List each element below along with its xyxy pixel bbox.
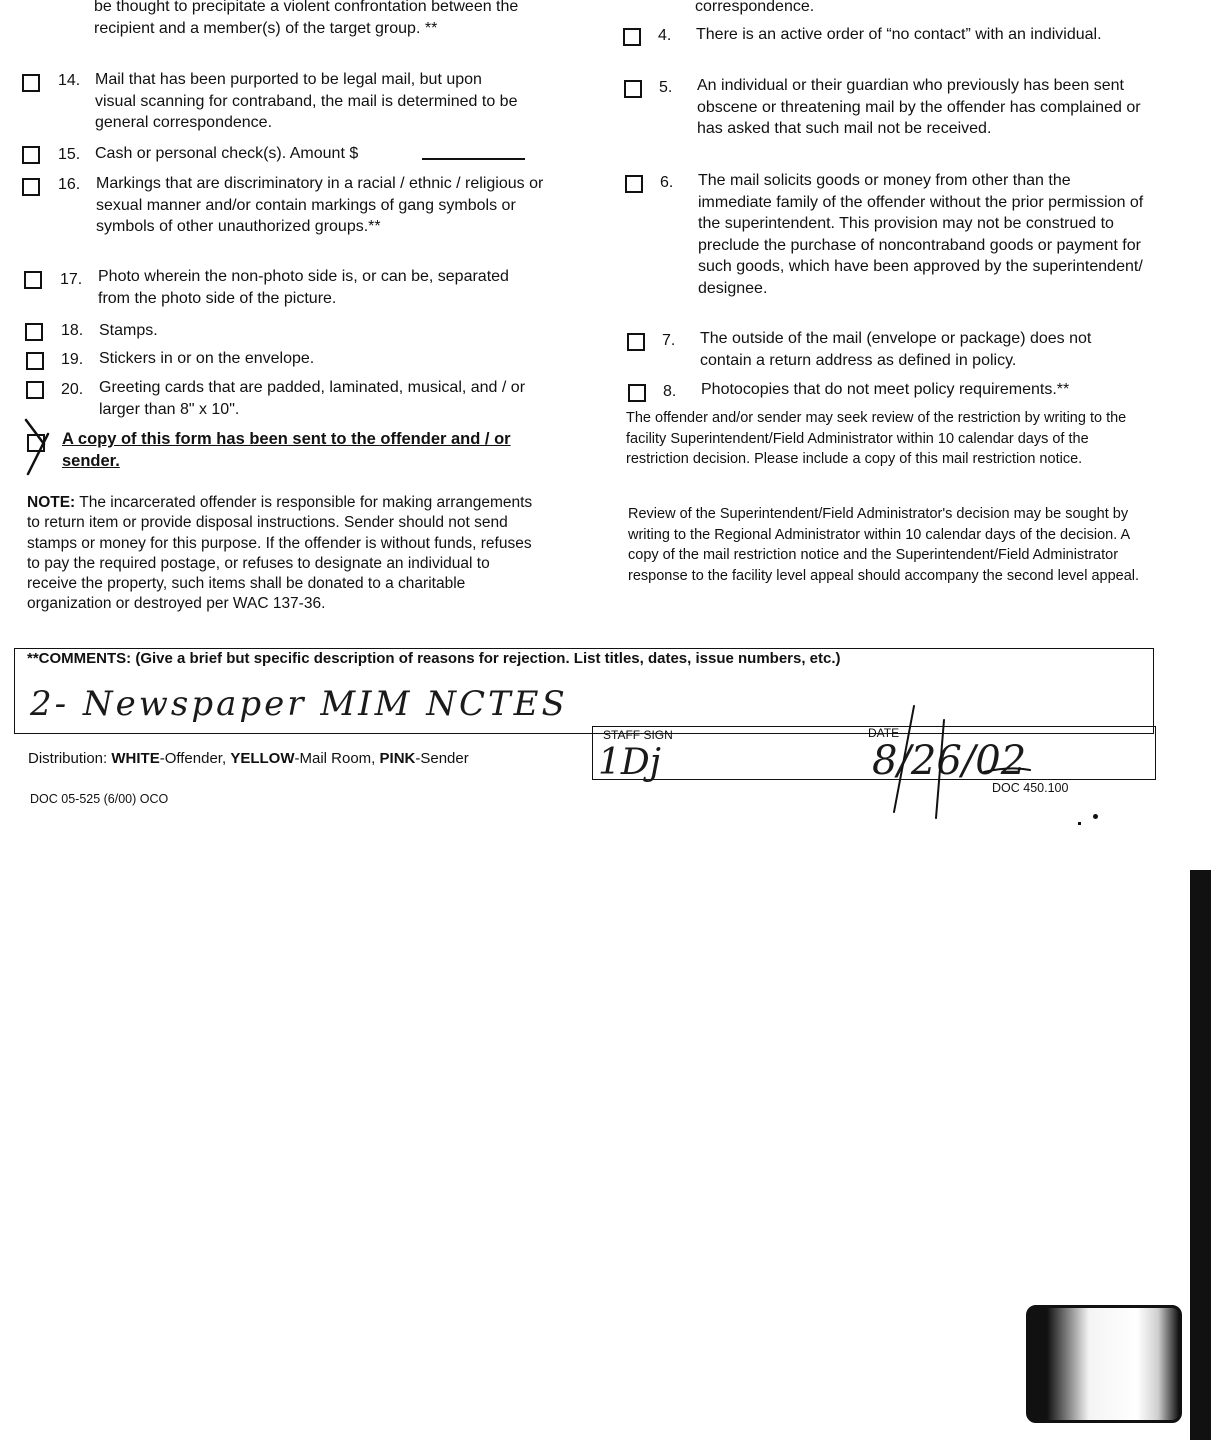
item-number: 8.: [663, 383, 677, 400]
checkbox-item-20[interactable]: [26, 381, 44, 399]
item-number: 20.: [61, 381, 84, 398]
scan-edge-shadow: [1190, 870, 1211, 1440]
scan-speck: [1078, 822, 1081, 825]
white-copy-text: -Offender,: [159, 750, 227, 767]
checkbox-item-14[interactable]: [22, 74, 40, 92]
comments-handwritten-entry: 2- Newspaper MIM NCTES: [30, 684, 568, 724]
pink-copy: PINK: [379, 750, 416, 767]
checkbox-item-7[interactable]: [627, 333, 645, 351]
item-8-text: Photocopies that do not meet policy requirements.**: [701, 381, 1070, 398]
item-18-text: Stamps.: [99, 322, 158, 339]
handwritten-date-strokes: [880, 700, 1040, 820]
scan-speck: [1093, 814, 1098, 819]
checkbox-item-18[interactable]: [25, 323, 43, 341]
item-3-continuation: correspondence.: [695, 0, 815, 15]
item-4-text: There is an active order of “no contact” with an individual.: [696, 26, 1102, 43]
comments-heading: [27, 650, 1147, 668]
checkbox-item-17[interactable]: [24, 271, 42, 289]
date-handwritten[interactable]: 8/26/02: [872, 738, 1027, 784]
item-6-text: The mail solicits goods or money from other than the immediate family of the offender without the prior permission of the superintendent. This provision may not be construed to preclude the purchase of noncontraband goods or payment for such goods, which have been approved by the superintendent/ designee.: [698, 172, 1144, 297]
item-7-text: The outside of the mail (envelope or package) does not contain a return address as defined in policy.: [700, 330, 1092, 369]
item-5-text: An individual or their guardian who previously has been sent obscene or threatening mail by the offender has complained or has asked that such mail not be received.: [697, 77, 1141, 137]
item-17-text: Photo wherein the non-photo side is, or can be, separated from the photo side of the picture.: [98, 268, 509, 307]
item-20-text: Greeting cards that are padded, laminated, musical, and / or larger than 8" x 10".: [99, 379, 526, 418]
distribution-label: Distribution:: [28, 750, 108, 767]
checkbox-item-5[interactable]: [624, 80, 642, 98]
distribution-line: [28, 750, 469, 767]
item-number: 17.: [60, 271, 83, 288]
checkbox-item-15[interactable]: [22, 146, 40, 164]
item-number: 18.: [61, 322, 84, 339]
item-14-text: Mail that has been purported to be legal mail, but upon visual scanning for contraband, the mail is determined to be general correspondence.: [95, 71, 518, 131]
form-number-left: DOC 05-525 (6/00) OCO: [30, 792, 169, 806]
copy-sent-text: A copy of this form has been sent to the offender and / or sender.: [62, 430, 511, 470]
checkbox-item-16[interactable]: [22, 178, 40, 196]
note-text: The incarcerated offender is responsible for making arrangements to return item or provide disposal instructions. Sender should not send stamps or money for this purpose. If the offender is without funds, refuses to pay the required postage, or refuses to designate an individual to receive the property, such items shall be donated to a charitable organization or destroyed per WAC 137-36.: [27, 494, 533, 613]
item-number: 7.: [662, 332, 676, 349]
item-number: 19.: [61, 351, 84, 368]
form-number-right: DOC 450.100: [992, 781, 1069, 795]
note-paragraph: [27, 493, 542, 615]
checkbox-item-4[interactable]: [623, 28, 641, 46]
comments-instruction: (Give a brief but specific description of reasons for rejection. List titles, dates, issue numbers, etc.): [135, 650, 841, 667]
item-15-text: Cash or personal check(s). Amount $: [95, 145, 359, 162]
review-paragraph-1: The offender and/or sender may seek review of the restriction by writing to the facility Superintendent/Field Administrator within 10 calendar days of the restriction decision. Please include a copy of this mail restriction notice.: [626, 410, 1127, 467]
review-paragraph-2: Review of the Superintendent/Field Administrator's decision may be sought by writing to the Regional Administrator within 10 calendar days of the decision. A copy of the mail restriction notice and the Superintendent/Field Administrator response to the facility level appeal should accompany the second level appeal.: [628, 506, 1140, 584]
item-16-text: Markings that are discriminatory in a racial / ethnic / religious or sexual manner and/or contain markings of gang symbols or symbols of other unauthorized groups.**: [96, 175, 544, 235]
scan-redaction-block: [1026, 1305, 1182, 1423]
item-number: 16.: [58, 176, 81, 193]
staff-sign-label: STAFF SIGN: [603, 728, 673, 742]
amount-blank-line[interactable]: [422, 158, 525, 160]
pink-copy-text: -Sender: [415, 750, 469, 767]
comments-label: **COMMENTS:: [27, 650, 132, 667]
item-number: 5.: [659, 79, 673, 96]
item-number: 14.: [58, 72, 81, 89]
checkbox-item-6[interactable]: [625, 175, 643, 193]
checkbox-item-8[interactable]: [628, 384, 646, 402]
item-number: 4.: [658, 27, 672, 44]
white-copy: WHITE: [111, 750, 160, 767]
item-13-continuation: be thought to precipitate a violent confrontation between the recipient and a member(s) of the target group. **: [94, 0, 519, 37]
item-number: 15.: [58, 146, 81, 163]
checkbox-item-19[interactable]: [26, 352, 44, 370]
yellow-copy: YELLOW: [230, 750, 295, 767]
date-label: DATE: [868, 726, 900, 740]
item-number: 6.: [660, 174, 674, 191]
handwritten-check-mark: [18, 414, 58, 480]
item-19-text: Stickers in or on the envelope.: [99, 350, 315, 367]
staff-signature[interactable]: 1Dj: [598, 742, 661, 783]
yellow-copy-text: -Mail Room,: [294, 750, 376, 767]
note-label: NOTE:: [27, 494, 76, 511]
